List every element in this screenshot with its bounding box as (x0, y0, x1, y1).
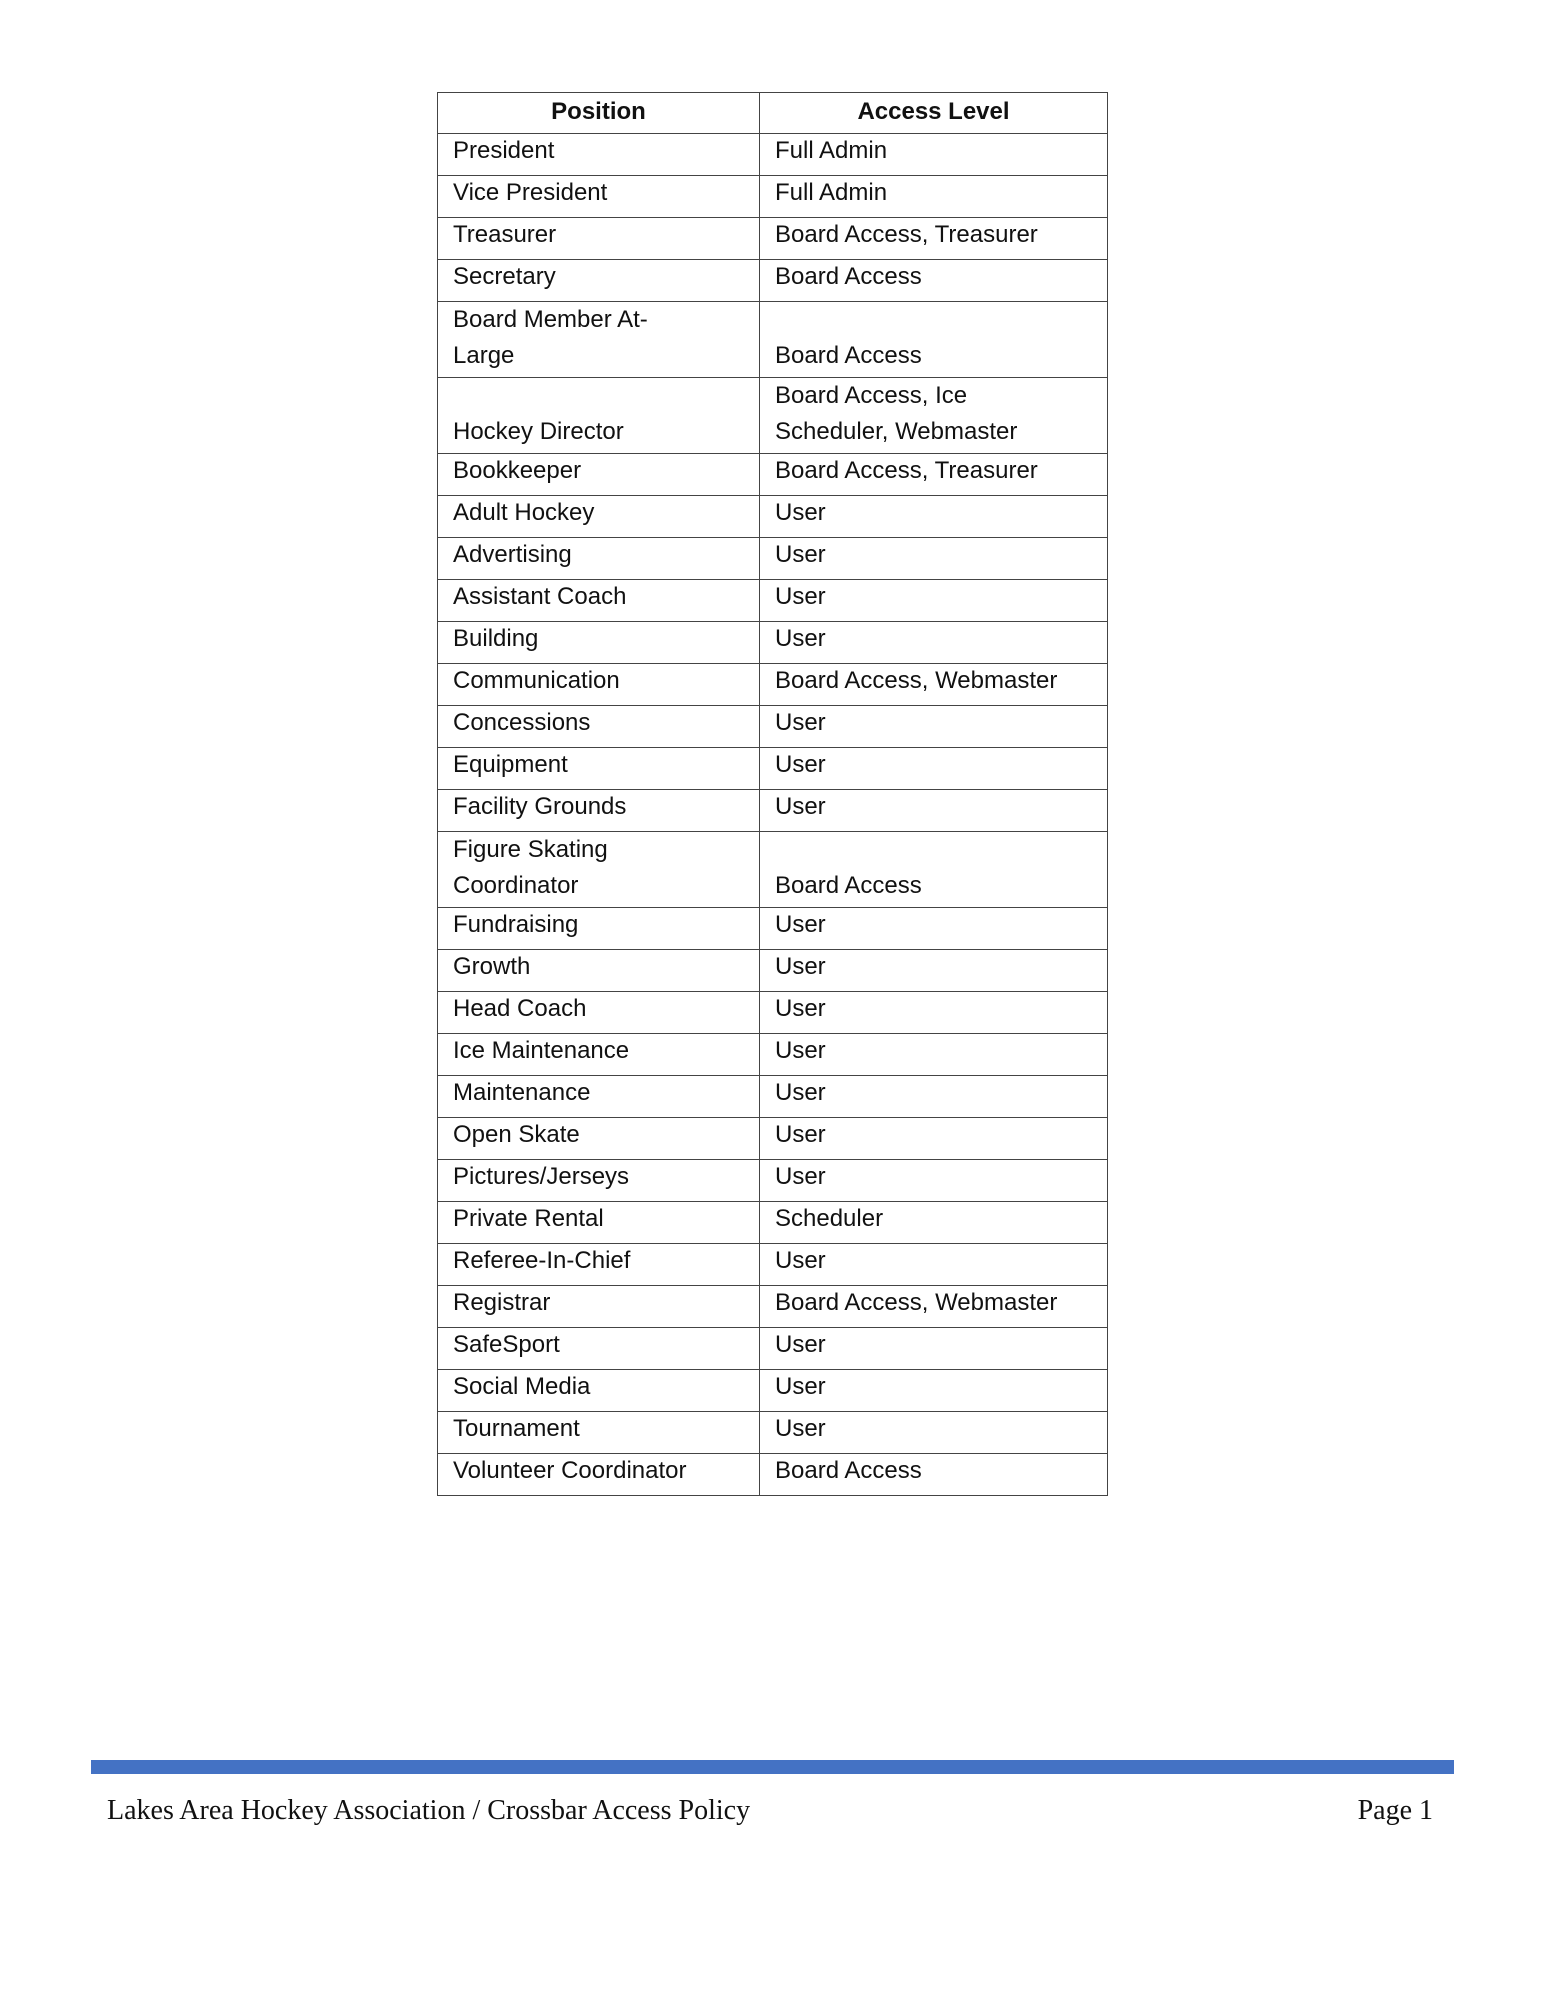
footer-divider-bar (91, 1760, 1454, 1774)
table-row (438, 1076, 1108, 1118)
table-row (438, 1034, 1108, 1076)
access-level-cell: Board Access (760, 1454, 1108, 1496)
access-level-cell: User (760, 992, 1108, 1034)
access-level-cell: User (760, 950, 1108, 992)
table-row (438, 950, 1108, 992)
position-cell-line: Board Member At- (453, 306, 648, 333)
footer-document-title: Lakes Area Hockey Association / Crossbar Access Policy (107, 1795, 751, 1826)
position-cell: Fundraising (438, 908, 760, 950)
access-level-cell: User (760, 1034, 1108, 1076)
table-row (438, 134, 1108, 176)
access-level-cell: Scheduler (760, 1202, 1108, 1244)
access-level-cell: User (760, 580, 1108, 622)
access-level-cell: Board Access, Treasurer (760, 454, 1108, 496)
table-row (438, 832, 1108, 908)
position-cell: Pictures/Jerseys (438, 1160, 760, 1202)
table-row (438, 1286, 1108, 1328)
access-level-cell: User (760, 1244, 1108, 1286)
table-row (438, 1412, 1108, 1454)
footer-page-number: Page 1 (1357, 1795, 1433, 1826)
access-level-cell: User (760, 908, 1108, 950)
table-row (438, 260, 1108, 302)
table-row (438, 706, 1108, 748)
access-level-cell-line: Board Access, Ice (775, 382, 968, 409)
table-row (438, 580, 1108, 622)
access-level-cell: User (760, 1076, 1108, 1118)
table-row (438, 790, 1108, 832)
position-cell: Open Skate (438, 1118, 760, 1160)
table-row (438, 302, 1108, 378)
position-cell: Concessions (438, 706, 760, 748)
position-cell: Ice Maintenance (438, 1034, 760, 1076)
access-level-cell: User (760, 622, 1108, 664)
position-cell: Facility Grounds (438, 790, 760, 832)
access-level-cell: User (760, 1328, 1108, 1370)
position-cell: Equipment (438, 748, 760, 790)
access-level-cell: User (760, 706, 1108, 748)
position-cell: Treasurer (438, 218, 760, 260)
access-level-cell: Full Admin (760, 176, 1108, 218)
position-cell: Secretary (438, 260, 760, 302)
table-header-row (438, 93, 1108, 134)
table-row (438, 1328, 1108, 1370)
position-cell: Private Rental (438, 1202, 760, 1244)
position-cell: Maintenance (438, 1076, 760, 1118)
table-row (438, 992, 1108, 1034)
position-cell: Hockey Director (438, 378, 760, 454)
access-level-cell: User (760, 1370, 1108, 1412)
table-row (438, 748, 1108, 790)
access-level-cell: Board Access (760, 260, 1108, 302)
access-level-cell-line: Scheduler, Webmaster (775, 418, 1018, 445)
access-level-cell: Board Access, Treasurer (760, 218, 1108, 260)
access-level-cell: User (760, 1412, 1108, 1454)
position-cell: Building (438, 622, 760, 664)
access-level-cell: Board Access, Webmaster (760, 664, 1108, 706)
table-row (438, 378, 1108, 454)
position-cell: Assistant Coach (438, 580, 760, 622)
access-level-cell: Full Admin (760, 134, 1108, 176)
position-cell: Vice President (438, 176, 760, 218)
position-cell-line: Large (453, 342, 515, 369)
table-row (438, 1202, 1108, 1244)
position-cell: SafeSport (438, 1328, 760, 1370)
table-row (438, 176, 1108, 218)
access-level-cell: Board Access (760, 302, 1108, 378)
position-cell: Growth (438, 950, 760, 992)
position-cell: Adult Hockey (438, 496, 760, 538)
access-level-cell: User (760, 496, 1108, 538)
access-level-cell: Board Access, Webmaster (760, 1286, 1108, 1328)
table-row (438, 1118, 1108, 1160)
access-level-cell: User (760, 1160, 1108, 1202)
header-position: Position (438, 93, 760, 134)
access-level-cell: User (760, 1118, 1108, 1160)
table-row (438, 538, 1108, 580)
header-access-level: Access Level (760, 93, 1108, 134)
position-cell-line: Figure Skating (453, 836, 608, 863)
position-cell: Advertising (438, 538, 760, 580)
position-cell: Social Media (438, 1370, 760, 1412)
position-cell: Communication (438, 664, 760, 706)
table-row (438, 1244, 1108, 1286)
position-cell: Head Coach (438, 992, 760, 1034)
table-row (438, 1370, 1108, 1412)
position-cell: Volunteer Coordinator (438, 1454, 760, 1496)
position-cell: Bookkeeper (438, 454, 760, 496)
position-cell: Registrar (438, 1286, 760, 1328)
position-cell: Referee-In-Chief (438, 1244, 760, 1286)
table-row (438, 908, 1108, 950)
table-row (438, 664, 1108, 706)
access-policy-table (437, 92, 1108, 1496)
table-row (438, 218, 1108, 260)
table-row (438, 622, 1108, 664)
table-row (438, 1454, 1108, 1496)
table-row (438, 454, 1108, 496)
access-level-cell (760, 378, 1108, 454)
table-row (438, 1160, 1108, 1202)
access-level-cell: User (760, 748, 1108, 790)
access-level-cell: User (760, 538, 1108, 580)
access-level-cell: User (760, 790, 1108, 832)
position-cell: President (438, 134, 760, 176)
position-cell: Tournament (438, 1412, 760, 1454)
table-body (438, 134, 1108, 1496)
position-cell-line: Coordinator (453, 872, 579, 899)
table-row (438, 496, 1108, 538)
access-level-cell: Board Access (760, 832, 1108, 908)
position-cell (438, 832, 760, 908)
position-cell (438, 302, 760, 378)
